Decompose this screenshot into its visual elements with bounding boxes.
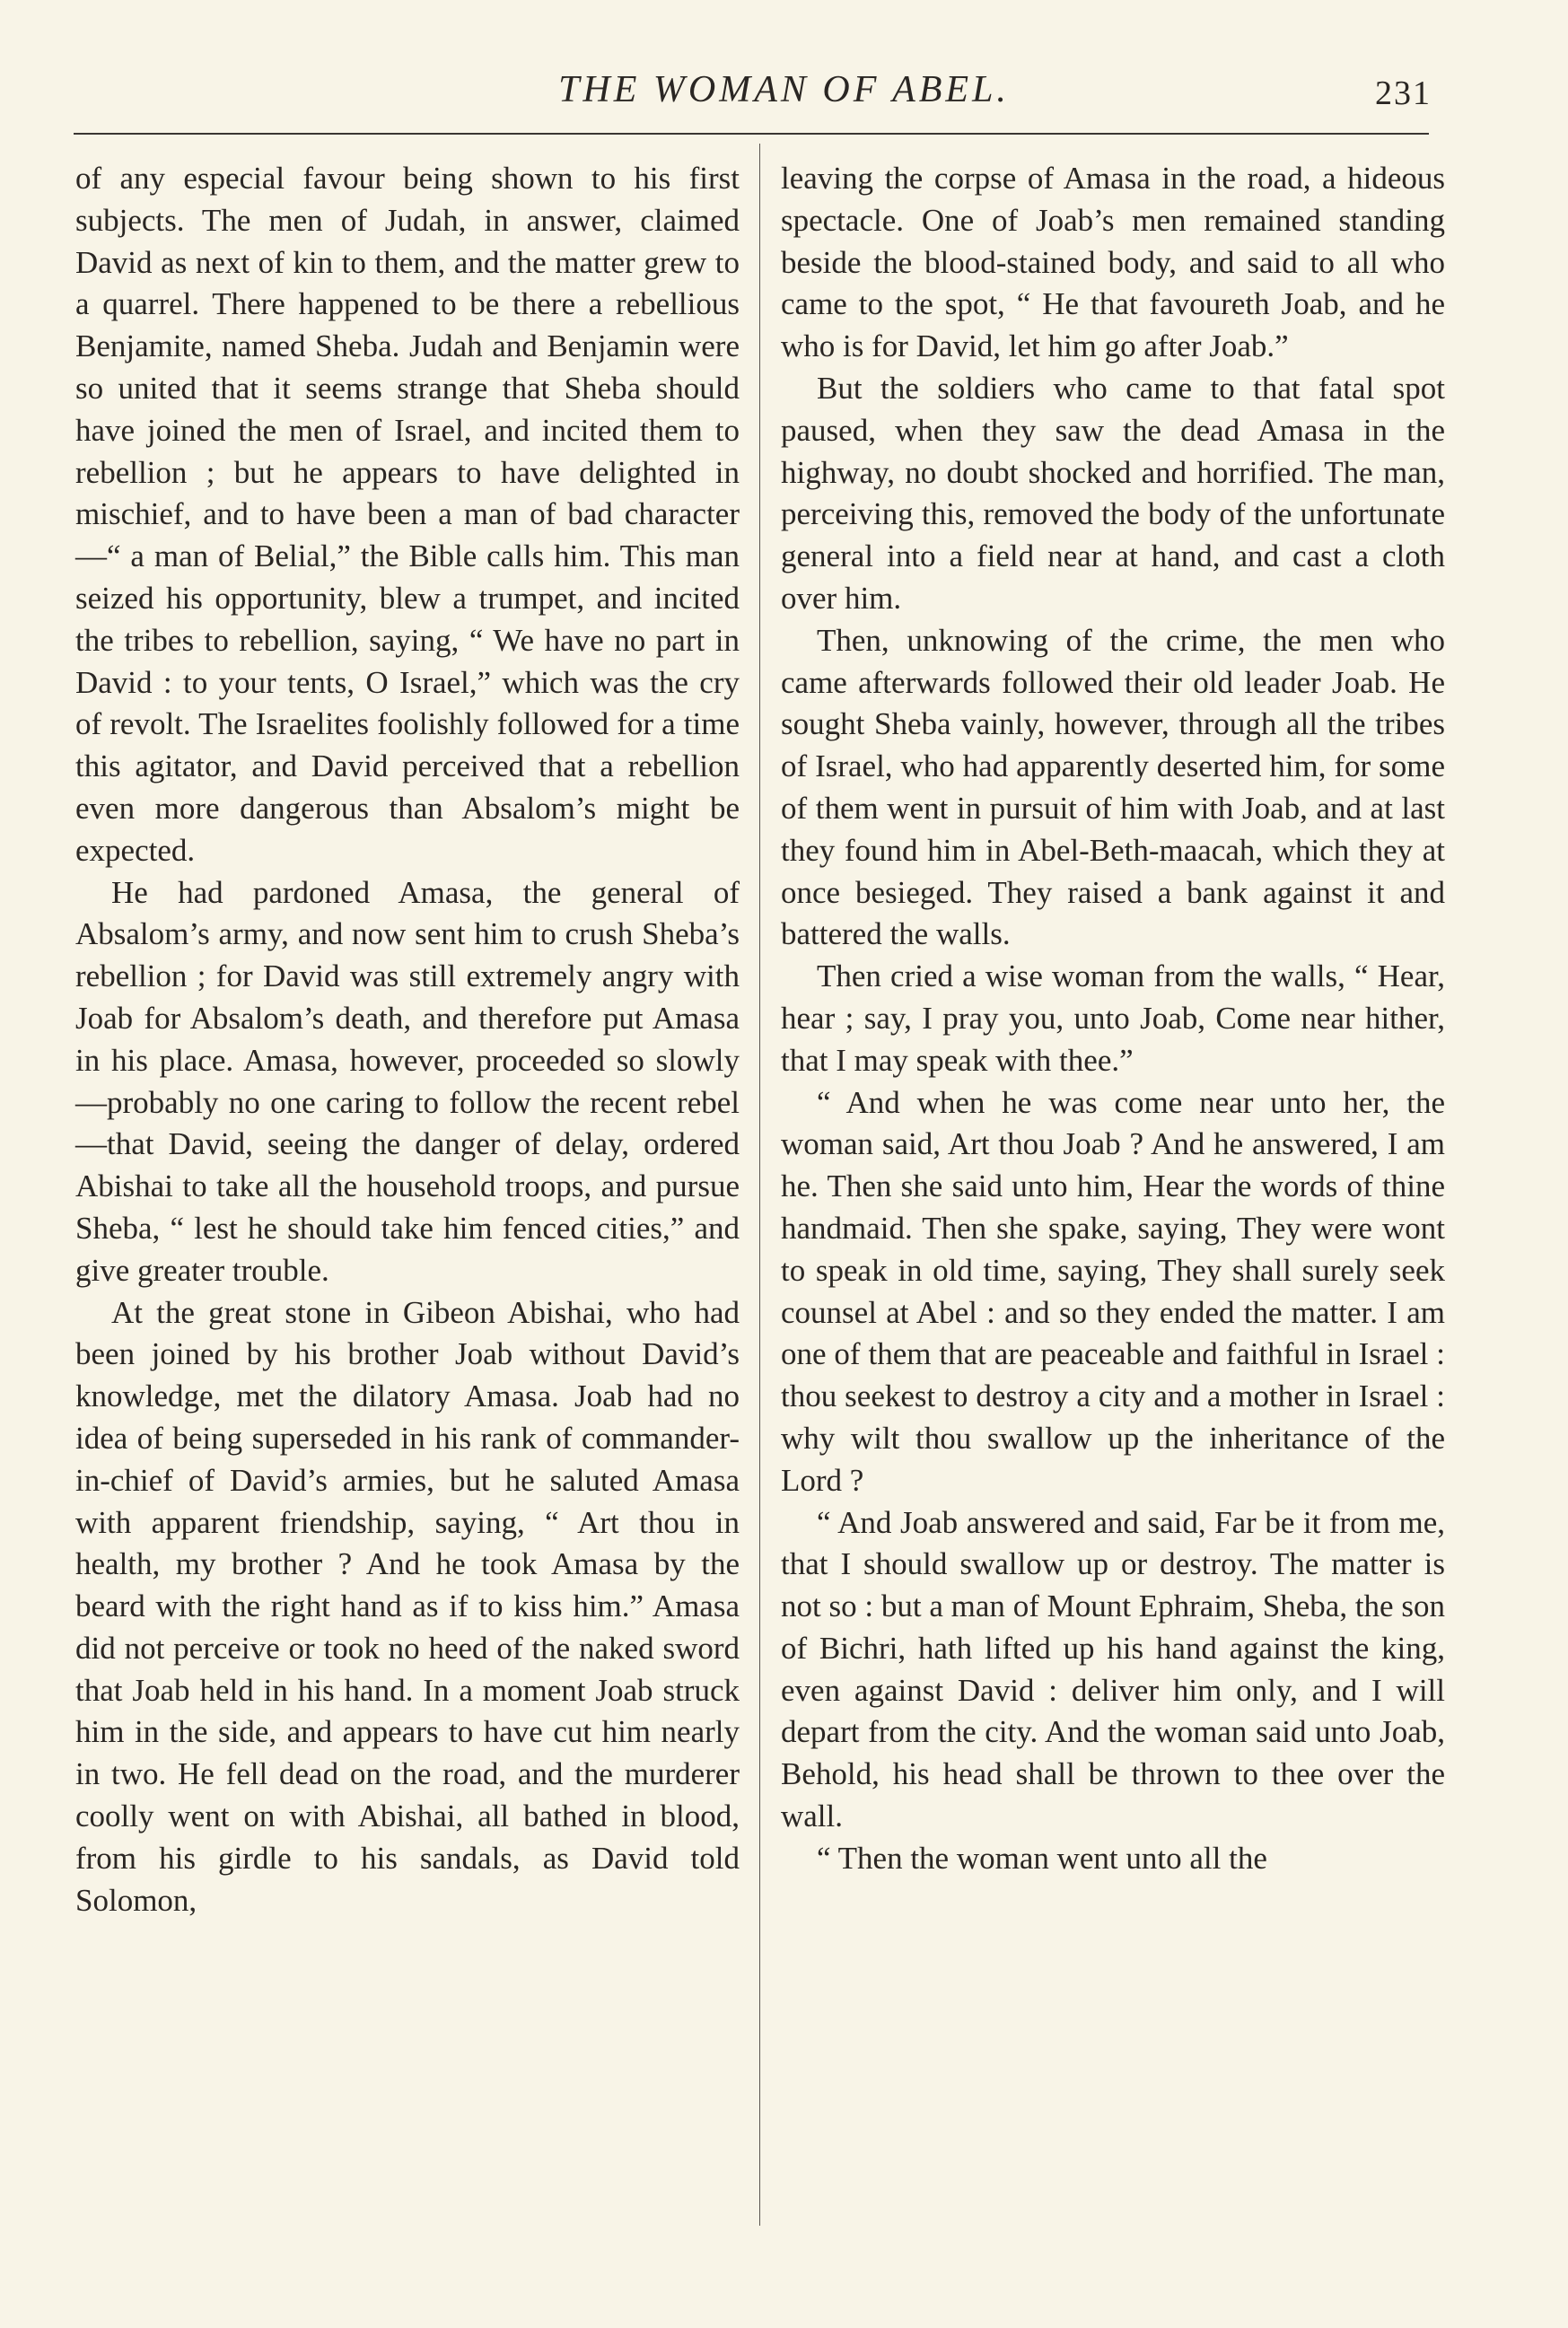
paragraph: “ And when he was come near unto her, the woman said, Art thou Joab ? And he answered, I am he. Then she said unto him, Hear the words of thine handmaid. Then she spake, saying, They were wont to speak in old time, saying, They shall surely seek counsel at Abel : and so they ended the matter. I am one of them that are peaceable and faithful in Israel : thou seekest to destroy a city and a mother in Israel : why wilt thou swallow up the inheritance of the Lord ? [781, 1084, 1445, 1498]
paragraph: Then, unknowing of the crime, the men who came afterwards followed their old leader Joab. He sought Sheba vainly, however, through all the tribes of Israel, who had apparently deserted him, for some of them went in pursuit of him with Joab, and at last they found him in Abel-Beth-maacah, which they at once besieged. They raised a bank against it and battered the walls. [781, 622, 1445, 952]
paragraph: “ Then the woman went unto all the [817, 1840, 1267, 1876]
right-column [781, 158, 1445, 1880]
running-title: THE WOMAN OF ABEL. [558, 69, 1010, 110]
paragraph: But the soldiers who came to that fatal spot paused, when they saw the dead Amasa in the highway, no doubt shocked and horrified. The man, perceiving this, removed the body of the unfortunate general into a field near at hand, and cast a cloth over him. [781, 370, 1445, 616]
left-column [75, 158, 740, 1921]
page-number: 231 [1375, 74, 1432, 112]
paragraph: At the great stone in Gibeon Abishai, who had been joined by his brother Joab without David’s knowledge, met the dilatory Amasa. Joab had no idea of being superseded in his rank of commander-in-chief of David’s armies, but he saluted Amasa with apparent friendship, saying, “ Art thou in health, my brother ? And he took Amasa by the beard with the right hand as if to kiss him.” Amasa did not perceive or took no heed of the naked sword that Joab held in his hand. In a moment Joab struck him in the side, and appears to have cut him nearly in two. He fell dead on the road, and the murderer coolly went on with Abishai, all bathed in blood, from his girdle to his sandals, as David told Solomon, [75, 1294, 740, 1918]
paragraph: leaving the corpse of Amasa in the road, a hideous spectacle. One of Joab’s men remained standing beside the blood-stained body, and said to all who came to the spot, “ He that favoureth Joab, and he who is for David, let him go after Joab.” [781, 161, 1445, 364]
paragraph: of any especial favour being shown to his first subjects. The men of Judah, in answer, claimed David as next of kin to them, and the matter grew to a quarrel. There happened to be there a rebellious Benjamite, named Sheba. Judah and Benjamin were so united that it seems strange that Sheba should have joined the men of Israel, and incited them to rebellion ; but he appears to have delighted in mischief, and to have been a man of bad character—“ a man of Belial,” the Bible calls him. This man seized his opportunity, blew a trumpet, and incited the tribes to rebellion, saying, “ We have no part in David : to your tents, O Israel,” which was the cry of revolt. The Israelites foolishly followed for a time this agitator, and David perceived that a rebellion even more dangerous than Absalom’s might be expected. [75, 161, 740, 868]
paragraph: “ And Joab answered and said, Far be it from me, that I should swallow up or destroy. The matter is not so : but a man of Mount Ephraim, Sheba, the son of Bichri, hath lifted up his hand against the king, even against David : deliver him only, and I will depart from the city. And the woman said unto Joab, Behold, his head shall be thrown to thee over the wall. [781, 1504, 1445, 1834]
paragraph: He had pardoned Amasa, the general of Absalom’s army, and now sent him to crush Sheba’s rebellion ; for David was still extremely angry with Joab for Absalom’s death, and therefore put Amasa in his place. Amasa, however, proceeded so slowly—probably no one caring to follow the recent rebel—that David, seeing the danger of delay, ordered Abishai to take all the household troops, and pursue Sheba, “ lest he should take him fenced cities,” and give greater trouble. [75, 874, 740, 1288]
running-head [0, 65, 1568, 118]
header-rule [74, 133, 1429, 135]
column-divider [759, 144, 760, 2226]
paragraph: Then cried a wise woman from the walls, “ Hear, hear ; say, I pray you, unto Joab, Come near hither, that I may speak with thee.” [781, 958, 1445, 1078]
